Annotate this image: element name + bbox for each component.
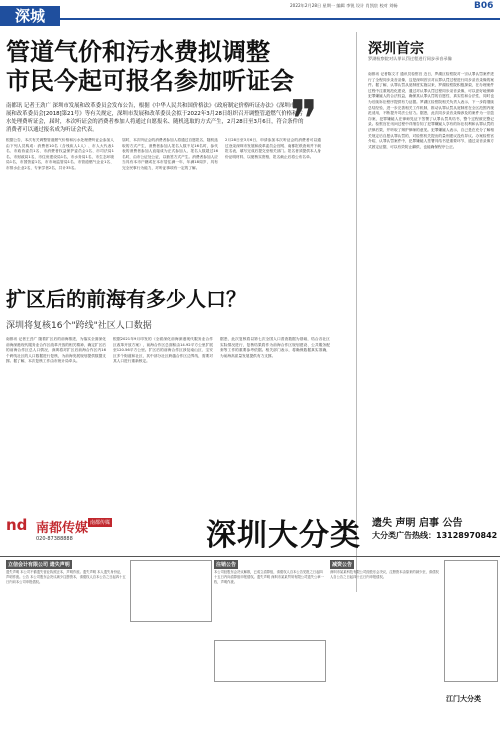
story2-column-2: 根据2021年9月印发的《全面深化前海深港现代服务业合作区改革开放方案》，前海合作区总面积由14.92平方公里扩展至120.56平方公里。扩区后的前海合作区涉及南山区、宝安区多个街道和社区，其中部分社区跨越合作区边界线，需要对其人口进行重新核定。 bbox=[113, 337, 213, 364]
nandu-logo-icon: nd bbox=[6, 516, 28, 534]
ad-heading: 减资公告 bbox=[332, 562, 353, 568]
jiangmen-classified-heading: 江门大分类 bbox=[446, 695, 481, 703]
classified-title: 深圳大分类 bbox=[206, 518, 361, 553]
logo-tag: 南都传媒 bbox=[90, 520, 111, 526]
column-divider bbox=[356, 32, 357, 592]
logo-text: 南都传媒 bbox=[36, 521, 89, 536]
story2-column-1: 南都讯 记者王劲广 随着扩区后的前海推进，为落实全面深化前海深港现代服务业合作区改革开放的相关精神，确定扩区后的前海合作区总人口情况，深圳将对扩区后前海合作区内16个跨线社区的人口数据进行复核，为前海发展规划提供数据支撑。据了解，本次复核工作由市统计局牵头。 bbox=[6, 337, 106, 364]
column-title: 深圳首宗 bbox=[368, 41, 424, 57]
column-subtitle: 罗湖检察院对认罪认罚过程进行同步录音录像 bbox=[368, 56, 452, 61]
page-number: B06 bbox=[474, 1, 494, 11]
ad-box bbox=[130, 560, 212, 622]
headline-line-2: 市民今起可报名参加听证会 bbox=[6, 67, 294, 95]
header-meta: 2022年2月28日 星期一 编辑 李锐 设计 肖凯宸 校对 刘畅 bbox=[290, 3, 398, 8]
ad-text-block: 遗失声明 本公司不慎遗失营业执照正本，声明作废。遗失声明 本人遗失身份证，声明作废。公告 本公司股东会决议减少注册资本，请债权人自本公告之日起四十五日内向本公司申报债权。 bbox=[6, 570, 126, 584]
header-rule bbox=[60, 18, 500, 20]
story2-headline: 扩区后的前海有多少人口？ bbox=[6, 287, 246, 311]
ad-box bbox=[444, 560, 498, 682]
ad-text-block: 深圳市某某科技有限公司经股东会决议，注册资本由原来的减少至，请债权人自公告之日起四十五日内申报债权。 bbox=[330, 570, 439, 579]
classified-categories: 遗失 声明 启事 公告 bbox=[372, 518, 463, 529]
ad-text-block: 本公司经股东会决议解散，已成立清算组，请债权人自本公告见报之日起四十五日内向清算组申报债权。遗失声明 深圳市某某贸易有限公司遗失公章一枚，声明作废。 bbox=[214, 570, 324, 584]
story2-column-3: 据悉，此次复核将以第七次全国人口普查数据为基础，结合各社区实际情况进行，复核结果将作为前海合作区规划建设、公共服务配套等工作的重要参考依据。相关部门表示，将确保数据真实准确，为前海高质量发展提供有力支撑。 bbox=[220, 337, 330, 358]
ad-box bbox=[214, 640, 326, 682]
story1-column-1: 根据公告，本次有关调整管道燃气价格和污水处理费听证会参加人由下列人员构成：消费者10名（含残疾人1人）、市人大代表1名、市政协委员1名、市消费者权益保护委员会1名、市司法局1名，市财政局1名，市住房建设局1名，市水务局1名，市生态环境局1名，市国资委1名，市市场监管局1名、市管道燃气企业1名、市排水企业2名，专家学者2名，共计35名。 bbox=[6, 138, 114, 170]
classified-rule bbox=[0, 556, 500, 557]
section-tag: 深城 bbox=[0, 6, 60, 26]
column-body: 南都讯 记者陈文才 通讯员检察官 近日，罗湖区检察院对一宗认罪认罚案件进行了全程同步录音录像，这是深圳首宗对认罪认罚过程进行同步录音录像的案件。据了解，认罪认罚从宽制度实施以来，罗湖检察院积极探索，在办理案件过程中注重规范化建设，通过对认罪认罚过程同步录音录像，可以更好地保障犯罪嫌疑人的合法权益，确保其认罪认罚的自愿性、真实性和合法性，同时也为后续诉讼程序提供有力证据。罗湖区检察院相关负责人表示，下一步将继续总结经验，进一步完善相关工作机制，推动认罪认罚从宽制度在全区范围内规范适用，不断提升司法公信力。据悉，此次同步录音录像涉及的案件为一宗盗窃案，犯罪嫌疑人在律师见证下签署了认罪认罚具结书，整个过程被完整记录。检察官在讯问过程中详细告知了犯罪嫌疑人享有的诉讼权利和认罪认罚的法律后果，并听取了辩护律师的意见。犯罪嫌疑人表示，自己是在充分了解相关规定后自愿认罪认罚的，对检察机关提出的量刑建议没有异议。办案检察官介绍，认罪认罚案件中，犯罪嫌疑人签署具结书是重要环节，通过录音录像方式固定证据，可以有效防止翻供，也能确保程序公正。 bbox=[368, 72, 494, 149]
story1-column-2: 届时，本次听证会的消费者参加人将通过自愿报名，随机选取的方式产生，消费者参加人报名人数不足16名时，参代表的消费者参加人直接成为正式参加人，报名人数超过16名时，由市公证处公证，以抽签方式产生。消费者参加人应当具有本市户籍或在本市居住满一年，年满18周岁，具有完全民事行为能力，对听证事项有一定的了解。 bbox=[122, 138, 218, 170]
main-headline bbox=[6, 38, 326, 96]
story1-column-3: 2月28日至3月6日，申请参加本次听证会的消费者可以通过登录深圳市发展和改革委员会官网、南都报纸查询并下载报名表，填写完成后提交至相关部门。报名者须提供本人身份证明材料，以便核实资格，报名截止后将公布名单。 bbox=[225, 138, 321, 159]
ad-heading: 立信会计有限公司 遗失声明 bbox=[8, 562, 70, 568]
logo-phone: 020-87388888 bbox=[36, 536, 73, 542]
story2-subheadline: 深圳将复核16个"跨线"社区人口数据 bbox=[6, 321, 152, 331]
story1-lede: 南都讯 记者王劲广 深圳市发展和改革委员会发布公告，根据《中华人民共和国价格法》《政府制定价格听证办法》《深圳市发展和改革委员会[2018]第21号》等有关规定，深圳市发展和改革委员会拟于2022年3月28日组织召开调整管道燃气价格和污水处理费听证会，届时，本次听证会的消费者参加人将通过自愿报名、随机选取的方式产生，2月28日至3月6日，符合条件的消费者可以通过报名成为听证会代表。 bbox=[6, 103, 304, 133]
classified-hotline: 大分类广告热线：13128970842 bbox=[372, 531, 498, 540]
quote-mark-icon: ❞ bbox=[290, 90, 318, 150]
headline-line-1: 管道气价和污水费拟调整 bbox=[6, 38, 270, 66]
ad-heading: 注销公告 bbox=[216, 562, 237, 568]
